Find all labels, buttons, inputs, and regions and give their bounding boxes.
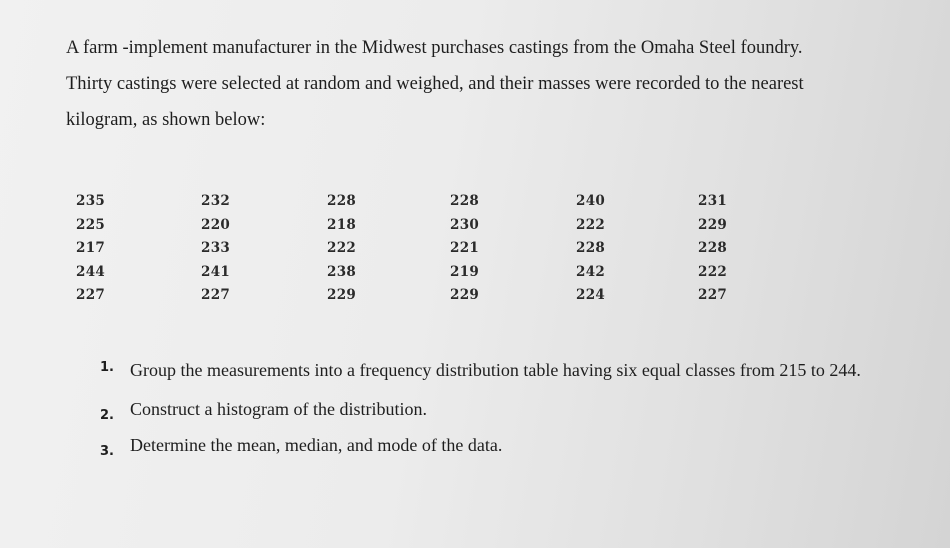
data-cell: 235 [76, 193, 106, 209]
data-cell: 240 [576, 193, 606, 209]
data-cell: 233 [201, 240, 231, 256]
data-cell: 221 [450, 240, 480, 256]
data-cell: 228 [698, 240, 728, 256]
question-text: Determine the mean, median, and mode of the data. [130, 435, 503, 455]
data-cell: 242 [576, 263, 606, 280]
data-cell: 227 [698, 287, 728, 303]
question-number: 3. [100, 444, 114, 459]
question-item-3 [100, 430, 880, 460]
data-cell: 228 [327, 193, 357, 209]
data-cell: 219 [450, 263, 480, 280]
data-cell: 227 [201, 287, 231, 303]
question-number: 2. [100, 408, 114, 423]
data-cell: 228 [576, 240, 606, 256]
data-column-3 [327, 190, 377, 308]
data-cell: 224 [576, 287, 606, 303]
data-cell: 222 [576, 216, 606, 233]
data-cell: 229 [450, 287, 480, 303]
data-cell: 244 [76, 263, 106, 280]
data-cell: 229 [327, 287, 357, 303]
data-cell: 222 [698, 263, 728, 280]
question-list [100, 352, 880, 460]
data-column-6 [698, 190, 748, 308]
question-item-2 [100, 394, 880, 424]
data-cell: 232 [201, 193, 231, 209]
data-cell: 241 [201, 263, 231, 280]
data-cell: 217 [76, 240, 106, 256]
question-number: 1. [100, 360, 114, 375]
data-cell: 225 [76, 216, 106, 233]
data-cell: 227 [76, 287, 106, 303]
problem-intro: A farm -implement manufacturer in the Midwest purchases castings from the Omaha Steel foundry. Thirty castings were selected at random and weighed, and their masses were recorded to the nearest kilogram, as shown below: [66, 38, 804, 130]
data-column-4 [450, 190, 500, 308]
data-column-2 [201, 190, 251, 308]
question-item-1 [100, 352, 880, 388]
data-column-5 [576, 190, 626, 308]
castings-data-table [76, 190, 776, 315]
question-text: Group the measurements into a frequency distribution table having six equal classes from 215 to 244. [130, 360, 861, 380]
data-cell: 238 [327, 263, 357, 280]
question-text: Construct a histogram of the distribution. [130, 399, 427, 419]
data-cell: 220 [201, 216, 231, 233]
data-cell: 218 [327, 216, 357, 233]
data-cell: 222 [327, 240, 357, 256]
data-cell: 228 [450, 193, 480, 209]
data-cell: 229 [698, 216, 728, 233]
data-cell: 231 [698, 193, 728, 209]
data-cell: 230 [450, 216, 480, 233]
data-column-1 [76, 190, 126, 308]
